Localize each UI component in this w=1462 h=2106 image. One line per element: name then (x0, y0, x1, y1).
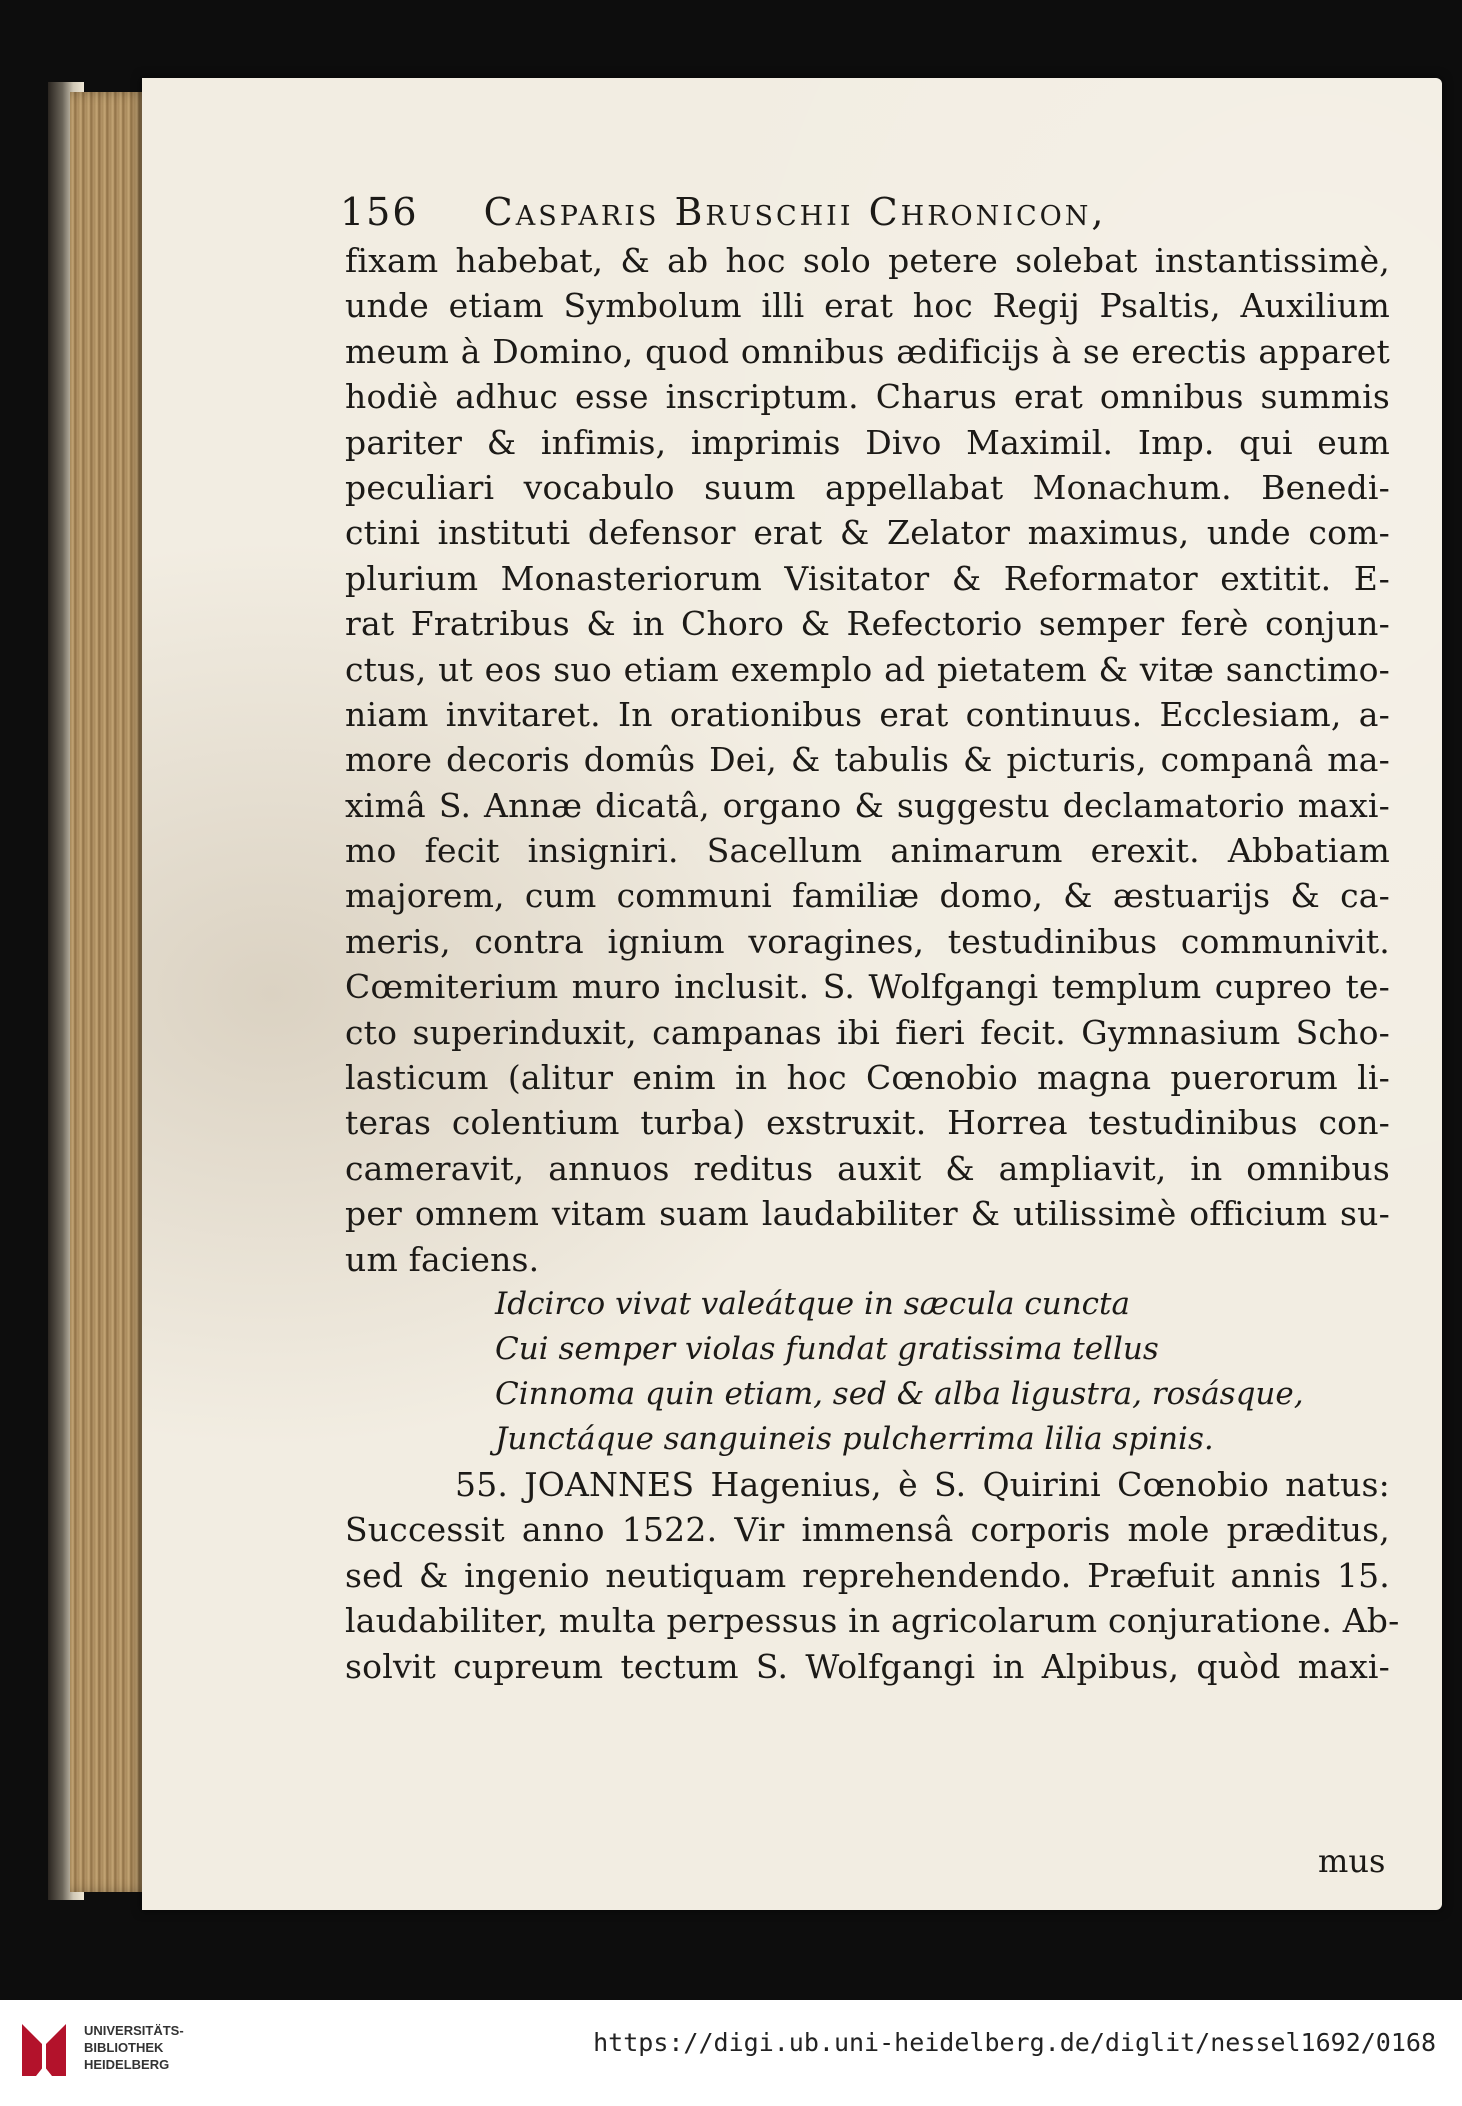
body-line: majorem, cum communi familiæ domo, & æstuarijs & ca- (345, 876, 1390, 916)
page-number: 156 (340, 190, 419, 234)
viewer-footer (0, 2000, 1462, 2106)
running-title: Casparis Bruschii Chronicon, (483, 190, 1107, 234)
body-line: mo fecit insigniri. Sacellum animarum erexit. Abbatiam (345, 831, 1390, 871)
verse-line: Cinnoma quin etiam, sed & alba ligustra, rosásque, (495, 1375, 1304, 1412)
university-library-logo-icon (16, 2018, 74, 2082)
body-line: meris, contra ignium voragines, testudinibus communivit. (345, 921, 1390, 961)
verse-line: Cui semper violas fundat gratissima tellus (495, 1330, 1159, 1367)
body-line: meum à Domino, quod omnibus ædificijs à se erectis apparet (345, 331, 1390, 371)
body-line: peculiari vocabulo suum appellabat Monachum. Benedi- (345, 467, 1390, 507)
library-name[interactable] (84, 2022, 184, 2073)
body-line: unde etiam Symbolum illi erat hoc Regij Psaltis, Auxilium (345, 286, 1390, 326)
verse-line: Junctáque sanguineis pulcherrima lilia spinis. (495, 1420, 1214, 1457)
entry-line: 55. JOANNES Hagenius, è S. Quirini Cœnobio natus: (455, 1464, 1390, 1504)
page-body (345, 238, 1400, 1689)
library-name-line: HEIDELBERG (84, 2057, 170, 2072)
entry-line: Successit anno 1522. Vir immensâ corporis mole præditus, (345, 1510, 1390, 1550)
body-line: teras colentium turba) exstruxit. Horrea testudinibus con- (345, 1103, 1390, 1143)
body-line: niam invitaret. In orationibus erat continuus. Ecclesiam, a- (345, 694, 1390, 734)
catchword: mus (1318, 1842, 1386, 1880)
body-line: hodiè adhuc esse inscriptum. Charus erat omnibus summis (345, 377, 1390, 417)
page-block-edge (70, 92, 150, 1892)
body-line: pariter & infimis, imprimis Divo Maximil. Imp. qui eum (345, 422, 1390, 462)
library-name-line: BIBLIOTHEK (84, 2040, 164, 2055)
body-line: rat Fratribus & in Choro & Refectorio semper ferè conjun- (345, 604, 1390, 644)
body-line: plurium Monasteriorum Visitator & Reformator extitit. E- (345, 558, 1390, 598)
entry-line: laudabiliter, multa perpessus in agricolarum conjuratione. Ab- (345, 1601, 1400, 1641)
body-line: ximâ S. Annæ dicatâ, organo & suggestu declamatorio maxi- (345, 785, 1390, 825)
body-line: cameravit, annuos reditus auxit & ampliavit, in omnibus (345, 1148, 1390, 1188)
entry-line: solvit cupreum tectum S. Wolfgangi in Alpibus, quòd maxi- (345, 1646, 1390, 1686)
body-line: per omnem vitam suam laudabiliter & utilissimè officium su- (345, 1194, 1390, 1234)
entry-line: sed & ingenio neutiquam reprehendendo. Præfuit annis 15. (345, 1555, 1390, 1595)
body-line: ctini instituti defensor erat & Zelator maximus, unde com- (345, 513, 1390, 553)
body-line: Cœmiterium muro inclusit. S. Wolfgangi templum cupreo te- (345, 967, 1390, 1007)
page-url[interactable]: https://digi.ub.uni-heidelberg.de/diglit/nessel1692/0168 (593, 2028, 1436, 2057)
body-line: fixam habebat, & ab hoc solo petere solebat instantissimè, (345, 241, 1390, 280)
verse-line: Idcirco vivat valeátque in sæcula cuncta (495, 1285, 1130, 1322)
body-line: more decoris domûs Dei, & tabulis & picturis, companâ ma- (345, 740, 1390, 780)
page-header (340, 190, 1240, 234)
body-line: um faciens. (345, 1239, 540, 1279)
body-line: ctus, ut eos suo etiam exemplo ad pietatem & vitæ sanctimo- (345, 649, 1390, 689)
library-name-line: UNIVERSITÄTS- (84, 2023, 184, 2038)
body-line: cto superinduxit, campanas ibi fieri fecit. Gymnasium Scho- (345, 1012, 1390, 1052)
body-line: lasticum (alitur enim in hoc Cœnobio magna puerorum li- (345, 1058, 1390, 1098)
